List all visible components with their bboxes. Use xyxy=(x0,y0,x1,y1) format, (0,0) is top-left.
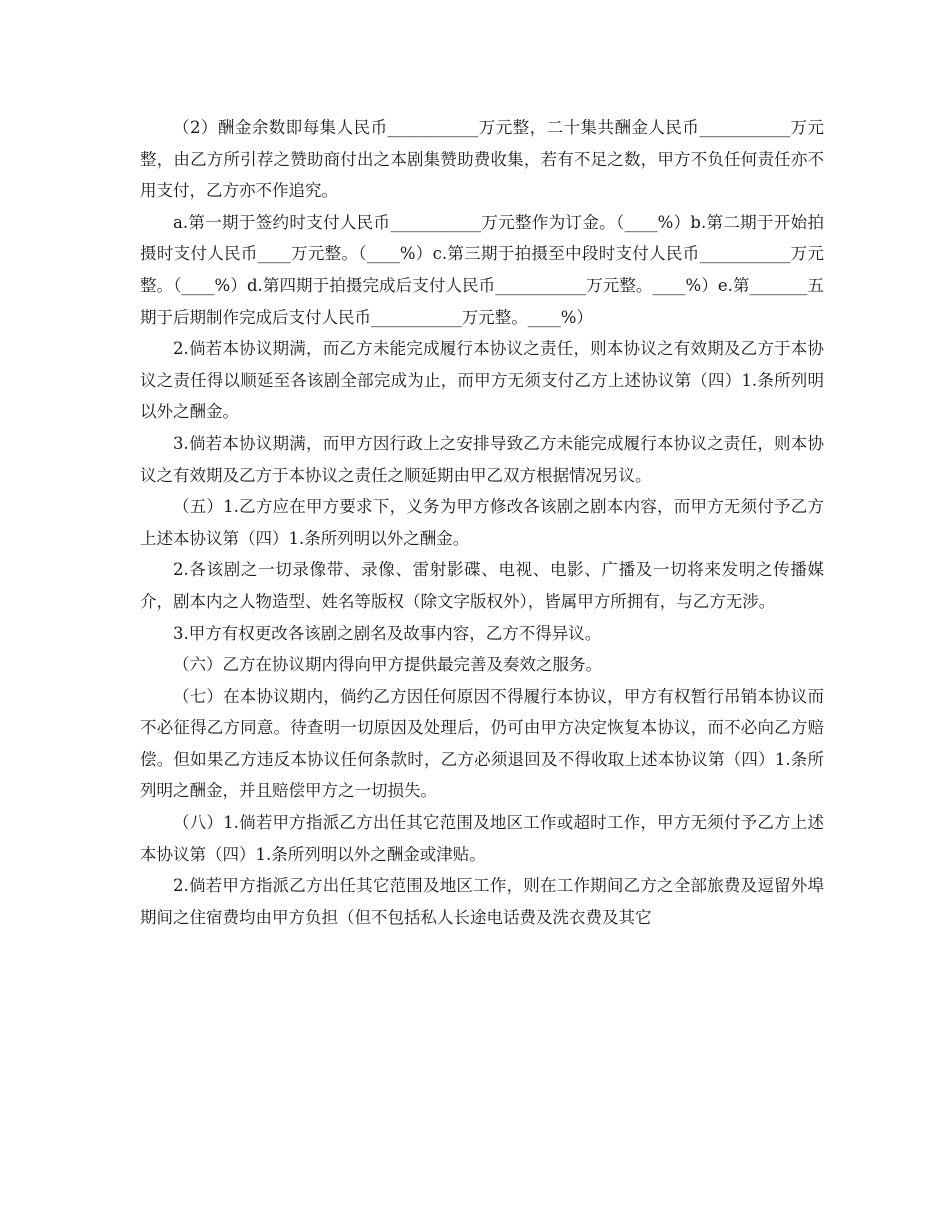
paragraph-clause-5-1: （五）1.乙方应在甲方要求下，义务为甲方修改各该剧之剧本内容，而甲方无须付予乙方上述本协议第（四）1.条所列明以外之酬金。 xyxy=(140,497,824,548)
paragraph-clause-4-3: 3.倘若本协议期满，而甲方因行政上之安排导致乙方未能完成履行本协议之责任，则本协议之有效期及乙方于本协议之责任之顺延期由甲乙双方根据情况另议。 xyxy=(140,433,824,485)
document-body xyxy=(140,112,824,933)
paragraph-payment-schedule: a.第一期于签约时支付人民币___________万元整作为订金。（____%）b.第二期于开始拍摄时支付人民币____万元整。（____%）c.第三期于拍摄至中段时支付人民币___________万元整。（____%）d.第四期于拍摄完成后支付人民币___________万元整。____%）e.第_______五期于后期制作完成后支付人民币___________万元整。____%） xyxy=(140,212,824,327)
paragraph-clause-5-2: 2.各该剧之一切录像带、录像、雷射影碟、电视、电影、广播及一切将来发明之传播媒介，剧本内之人物造型、姓名等版权（除文字版权外），皆属甲方所拥有，与乙方无涉。 xyxy=(140,560,824,611)
paragraph-clause-5-3: 3.甲方有权更改各该剧之剧名及故事内容，乙方不得异议。 xyxy=(173,623,602,643)
paragraph-clause-4-2: 2.倘若本协议期满，而乙方未能完成履行本协议之责任，则本协议之有效期及乙方于本协议之责任得以顺延至各该剧全部完成为止，而甲方无须支付乙方上述协议第（四）1.条所列明以外之酬金。 xyxy=(140,339,824,422)
paragraph-clause-7: （七）在本协议期内，倘约乙方因任何原因不得履行本协议，甲方有权暂行吊销本协议而不必征得乙方同意。待查明一切原因及处理后，仍可由甲方决定恢复本协议，而不必向乙方赔偿。但如果乙方违反本协议任何条款时，乙方必须退回及不得收取上述本协议第（四）1.条所列明之酬金，并且赔偿甲方之一切损失。 xyxy=(140,686,824,801)
paragraph-remuneration-balance: （2）酬金余数即每集人民币___________万元整，二十集共酬金人民币___________万元整，由乙方所引荐之赞助商付出之本剧集赞助费收集，若有不足之数，甲方不负任何责任亦不用支付，乙方亦不作追究。 xyxy=(140,118,824,201)
paragraph-clause-8-2: 2.倘若甲方指派乙方出任其它范围及地区工作，则在工作期间乙方之全部旅费及逗留外埠期间之住宿费均由甲方负担（但不包括私人长途电话费及洗衣费及其它 xyxy=(140,876,824,927)
paragraph-clause-8-1: （八）1.倘若甲方指派乙方出任其它范围及地区工作或超时工作，甲方无须付予乙方上述本协议第（四）1.条所列明以外之酬金或津贴。 xyxy=(140,813,824,864)
paragraph-clause-6: （六）乙方在协议期内得向甲方提供最完善及奏效之服务。 xyxy=(173,655,602,675)
